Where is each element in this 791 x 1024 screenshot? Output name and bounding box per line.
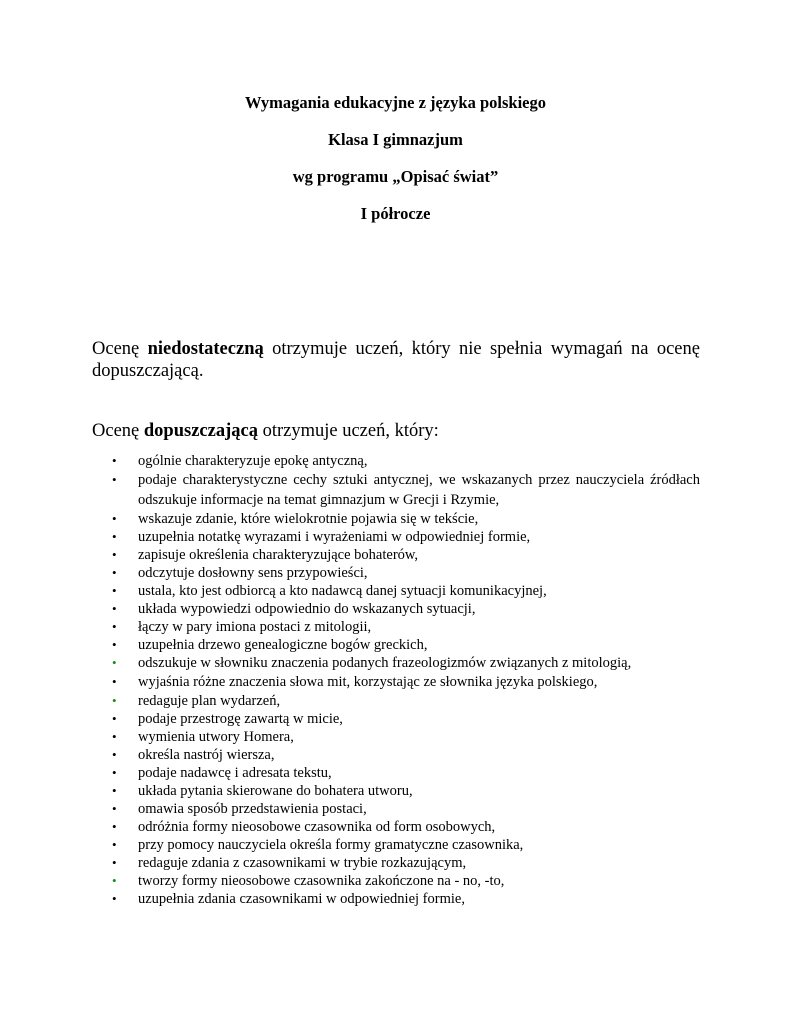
list-item [108, 636, 700, 654]
bullet-icon: • [112, 891, 117, 906]
grade-sufficient-name: dopuszczającą [143, 421, 258, 441]
bullet-icon: • [112, 601, 117, 616]
bullet-icon: • [112, 693, 117, 708]
bullet-icon: • [112, 511, 117, 526]
bullet-icon: • [112, 783, 117, 798]
bullet-icon: • [112, 729, 117, 744]
list-item [108, 510, 700, 528]
list-item-text: ustala, kto jest odbiorcą a kto nadawcą danej sytuacji komunikacyjnej, [138, 583, 547, 599]
list-item [108, 764, 700, 782]
bullet-icon: • [112, 837, 117, 852]
bullet-icon: • [112, 565, 117, 580]
list-item [108, 728, 700, 746]
list-item-text: wskazuje zdanie, które wielokrotnie pojawia się w tekście, [138, 511, 479, 527]
list-item-text: układa wypowiedzi odpowiednio do wskazanych sytuacji, [138, 601, 476, 617]
grade-sufficient-paragraph [92, 420, 700, 442]
bullet-icon: • [112, 619, 117, 634]
list-item [108, 600, 700, 618]
list-item-text: podaje przestrogę zawartą w micie, [138, 711, 343, 727]
list-item [108, 746, 700, 764]
grade-insufficient-prefix: Ocenę [92, 339, 148, 359]
list-item-text: redaguje zdania z czasownikami w trybie rozkazującym, [138, 855, 467, 871]
list-item-text: łączy w pary imiona postaci z mitologii, [138, 619, 372, 635]
document-title: Wymagania edukacyjne z języka polskiego [245, 93, 546, 112]
bullet-icon: • [112, 674, 117, 689]
bullet-icon: • [112, 873, 117, 888]
bullet-icon: • [112, 655, 117, 670]
list-item-text: układa pytania skierowane do bohatera utworu, [138, 783, 413, 799]
grade-insufficient-suffix: otrzymuje uczeń, który nie spełnia wymagań na ocenę dopuszczającą. [92, 339, 700, 381]
list-item [108, 836, 700, 854]
list-item-text: uzupełnia notatkę wyrazami i wyrażeniami w odpowiedniej formie, [138, 529, 531, 545]
list-item [108, 618, 700, 636]
grade-sufficient-suffix: otrzymuje uczeń, który: [257, 421, 439, 441]
list-item-text: zapisuje określenia charakteryzujące bohaterów, [138, 547, 419, 563]
grade-insufficient-paragraph [92, 338, 700, 382]
list-item [108, 470, 700, 510]
list-item-text: wymienia utwory Homera, [138, 729, 294, 745]
list-item [108, 872, 700, 890]
bullet-icon: • [112, 747, 117, 762]
list-item [108, 854, 700, 872]
semester-heading: I półrocze [360, 204, 431, 223]
grade-insufficient-name: niedostateczną [147, 339, 264, 359]
list-item [108, 818, 700, 836]
list-item-text: odróżnia formy nieosobowe czasownika od form osobowych, [138, 819, 496, 835]
bullet-icon: • [112, 637, 117, 652]
bullet-icon: • [112, 472, 117, 487]
list-item [108, 672, 700, 692]
list-item [108, 452, 700, 470]
list-item-text: podaje nadawcę i adresata tekstu, [138, 765, 332, 781]
list-item [108, 546, 700, 564]
list-item-text: określa nastrój wiersza, [138, 747, 275, 763]
bullet-icon: • [112, 529, 117, 544]
requirements-list [108, 452, 700, 908]
bullet-icon: • [112, 711, 117, 726]
class-heading: Klasa I gimnazjum [328, 130, 463, 149]
list-item-text: przy pomocy nauczyciela określa formy gramatyczne czasownika, [138, 837, 524, 853]
list-item [108, 890, 700, 908]
list-item-text: wyjaśnia różne znaczenia słowa mit, korzystając ze słownika języka polskiego, [138, 674, 598, 690]
list-item [108, 528, 700, 546]
list-item-text: omawia sposób przedstawienia postaci, [138, 801, 367, 817]
program-heading: wg programu „Opisać świat” [292, 167, 499, 186]
list-item-text: odszukuje w słowniku znaczenia podanych frazeologizmów związanych z mitologią, [138, 655, 632, 671]
list-item [108, 800, 700, 818]
list-item [108, 710, 700, 728]
list-item [108, 692, 700, 710]
list-item-text: podaje charakterystyczne cechy sztuki antycznej, we wskazanych przez nauczyciela źródłach odszukuje informacje na temat gimnazjum w Grecji i Rzymie, [138, 472, 700, 508]
bullet-icon: • [112, 819, 117, 834]
bullet-icon: • [112, 801, 117, 816]
list-item-text: odczytuje dosłowny sens przypowieści, [138, 565, 368, 581]
list-item-text: uzupełnia zdania czasownikami w odpowiedniej formie, [138, 891, 465, 907]
list-item [108, 782, 700, 800]
bullet-icon: • [112, 453, 117, 468]
bullet-icon: • [112, 583, 117, 598]
list-item-text: ogólnie charakteryzuje epokę antyczną, [138, 453, 368, 469]
list-item-text: tworzy formy nieosobowe czasownika zakończone na - no, -to, [138, 873, 505, 889]
bullet-icon: • [112, 547, 117, 562]
bullet-icon: • [112, 855, 117, 870]
list-item-text: redaguje plan wydarzeń, [138, 693, 281, 709]
list-item [108, 582, 700, 600]
grade-sufficient-prefix: Ocenę [92, 421, 144, 441]
list-item [108, 564, 700, 582]
bullet-icon: • [112, 765, 117, 780]
list-item [108, 654, 700, 672]
list-item-text: uzupełnia drzewo genealogiczne bogów greckich, [138, 637, 428, 653]
